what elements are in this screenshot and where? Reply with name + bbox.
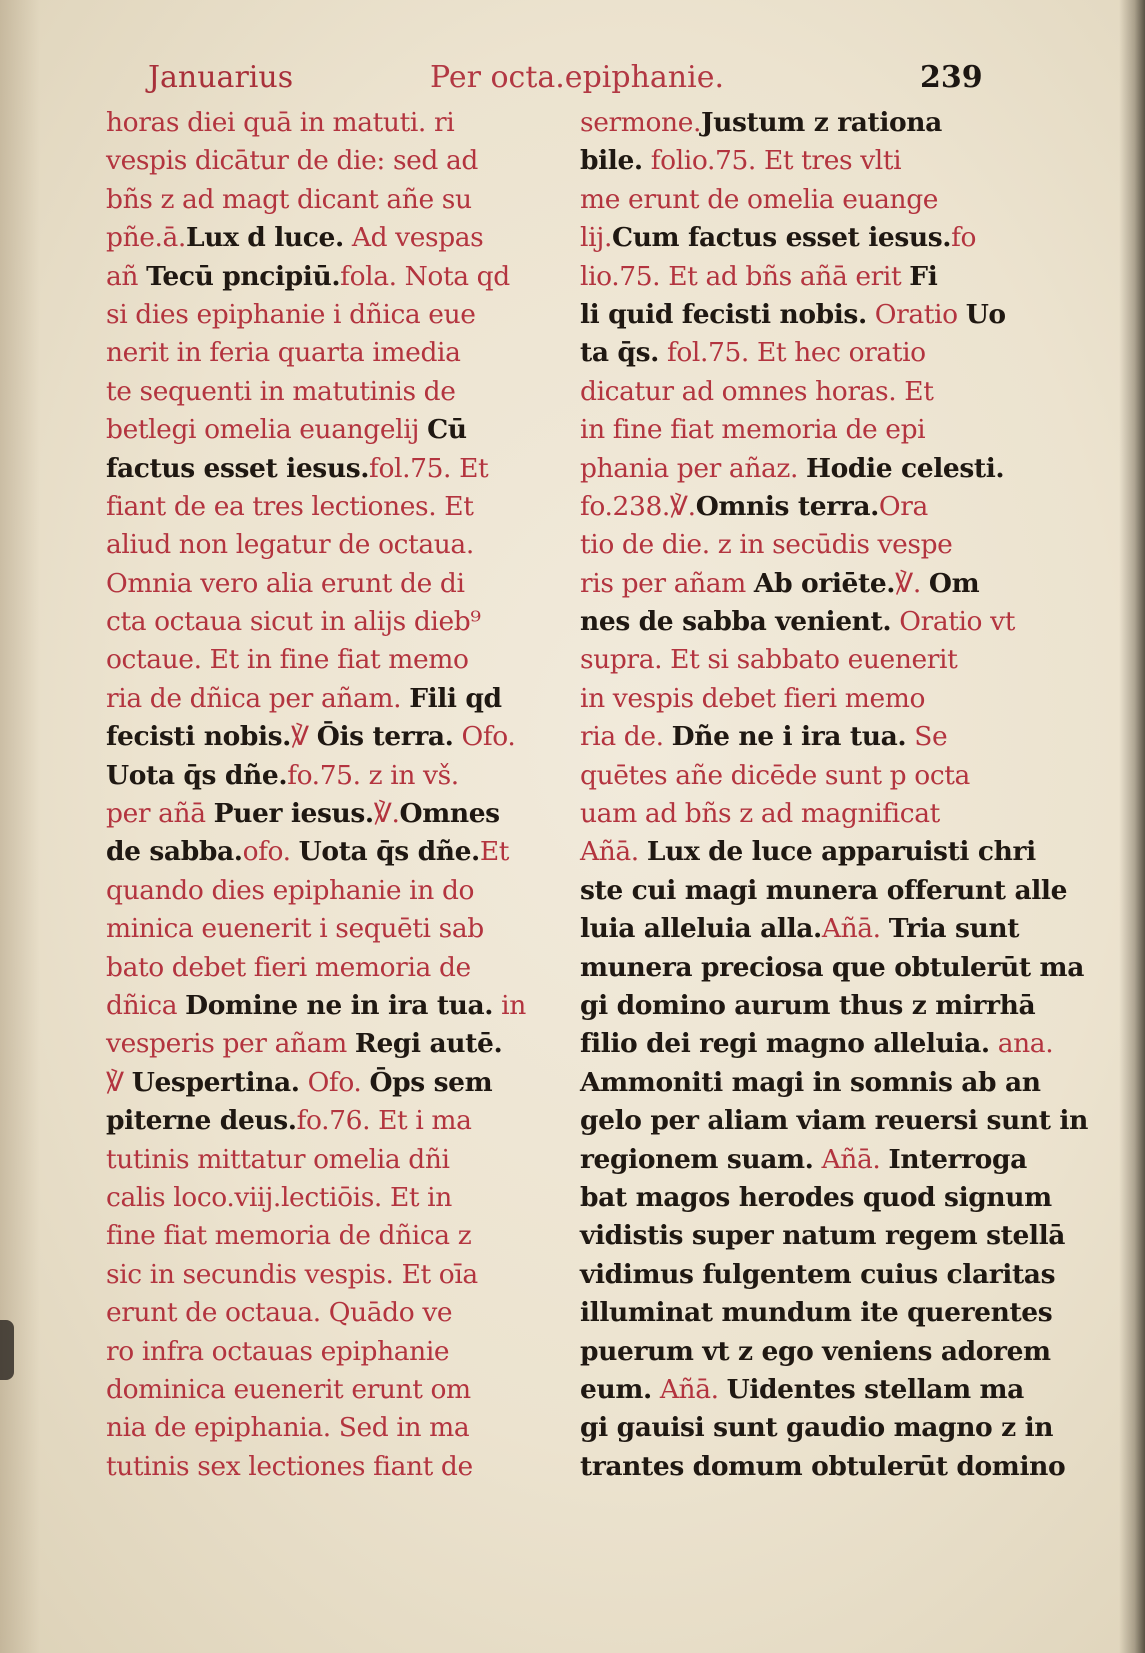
black-text-run: ta q̄s. — [580, 337, 659, 369]
header-folio-number: 239 — [920, 60, 983, 95]
rubric-text-run: Oratio vt — [891, 606, 1015, 638]
text-line — [580, 910, 1024, 948]
rubric-text-run: fine fiat memoria de dñica z — [106, 1220, 472, 1252]
rubric-text-run: Se — [906, 721, 948, 753]
black-text-run: Puer iesus. — [213, 798, 374, 830]
header-month: Januarius — [148, 60, 294, 95]
black-text-run: Ōps sem — [369, 1066, 493, 1098]
text-line — [106, 1064, 548, 1102]
text-line — [106, 258, 548, 296]
rubric-text-run: uam ad bñs z ad magnificat — [580, 798, 940, 830]
black-text-run: factus esset iesus. — [106, 452, 370, 484]
text-line — [106, 450, 548, 488]
black-text-run: eum. — [580, 1373, 652, 1405]
black-text-run: Omnes — [399, 798, 500, 830]
black-text-run: Hodie celesti. — [806, 452, 1005, 484]
black-text-run: gelo per aliam viam reuersi sunt in — [580, 1105, 1088, 1137]
rubric-text-run: tutinis sex lectiones fiant de — [106, 1450, 473, 1482]
rubric-text-run: lij. — [580, 222, 612, 254]
rubric-text-run: si dies epiphanie i dñica eue — [106, 298, 476, 330]
text-line — [106, 488, 548, 526]
rubric-text-run: in fine fiat memoria de epi — [580, 414, 926, 446]
text-line — [580, 757, 1024, 795]
text-line — [580, 565, 1024, 603]
black-text-run: Uo — [965, 298, 1006, 330]
black-text-run: Domine ne in ira tua. — [185, 989, 494, 1021]
rubric-text-run: ofo. — [242, 836, 299, 868]
text-line — [106, 1102, 548, 1140]
rubric-text-run: Oratio — [866, 298, 966, 330]
rubric-text-run: quētes añe dicēde sunt p octa — [580, 759, 970, 791]
text-line — [580, 1409, 1054, 1447]
rubric-text-run: Omnia vero alia erunt de di — [106, 567, 465, 599]
black-text-run: ste cui magi munera offerunt alle — [580, 874, 1068, 906]
text-line — [106, 603, 548, 641]
text-line — [106, 565, 548, 603]
black-text-run: Regi autē. — [354, 1028, 503, 1060]
rubric-text-run: fol.75. Et hec oratio — [658, 337, 926, 369]
text-line — [106, 411, 548, 449]
black-text-run: Cū — [427, 414, 467, 446]
text-line — [106, 1409, 548, 1447]
rubric-text-run: bñs z ad magt dicant añe su — [106, 183, 472, 215]
text-line — [106, 757, 548, 795]
rubric-text-run: ris per añam — [580, 567, 754, 599]
running-header — [108, 58, 1023, 98]
rubric-text-run: nia de epiphania. Sed in ma — [106, 1412, 470, 1444]
text-line — [580, 603, 1024, 641]
black-text-run: Justum z rationa — [701, 107, 942, 138]
rubric-text-run: aliud non legatur de octaua. — [106, 529, 474, 561]
text-line — [580, 949, 1084, 987]
black-text-run: gi gauisi sunt gaudio magno z in — [580, 1412, 1054, 1444]
black-text-run: Lux de luce apparuisti chri — [646, 836, 1036, 868]
rubric-text-run: fo.75. z in vš. — [287, 759, 459, 791]
rubric-text-run: sermone. — [580, 107, 702, 138]
text-line — [106, 104, 548, 142]
black-text-run: fecisti nobis. — [106, 721, 291, 753]
black-text-run: gi domino aurum thus z mirrhā — [580, 989, 1036, 1021]
rubric-text-run: Et — [479, 836, 510, 868]
rubric-text-run: folio.75. Et tres vlti — [642, 145, 902, 177]
text-line — [580, 1448, 1066, 1486]
text-line — [580, 872, 1068, 910]
text-line — [580, 296, 1024, 334]
black-text-run: li quid fecisti nobis. — [580, 298, 867, 330]
text-line — [106, 219, 548, 257]
text-line — [580, 450, 1024, 488]
black-text-run: Ōis terra. — [316, 721, 454, 753]
text-line — [106, 1448, 548, 1486]
rubric-text-run: fo.238.℣. — [580, 490, 696, 522]
black-text-run: Lux d luce. — [185, 222, 344, 254]
text-line — [580, 334, 1024, 372]
left-text-column — [106, 104, 548, 1484]
black-text-run: Dñe ne i ira tua. — [671, 721, 907, 753]
text-line — [580, 258, 1024, 296]
rubric-text-run: supra. Et si sabbato euenerit — [580, 644, 958, 676]
page-gutter-shadow — [1119, 0, 1145, 1653]
rubric-text-run: phania per añaz. — [580, 452, 807, 484]
text-line — [106, 872, 548, 910]
black-text-run: trantes domum obtulerūt domino — [580, 1450, 1066, 1482]
rubric-text-run: ro infra octauas epiphanie — [106, 1335, 450, 1367]
black-text-run: regionem suam. — [580, 1143, 814, 1175]
text-line — [106, 1179, 548, 1217]
rubric-text-run: erunt de octaua. Quādo ve — [106, 1297, 453, 1329]
black-text-run: Uota q̄s dñe. — [298, 836, 480, 868]
text-line — [106, 142, 548, 180]
rubric-text-run: ℣. — [895, 567, 929, 599]
black-text-run: Tria sunt — [888, 913, 1020, 945]
rubric-text-run: pñe.ā. — [106, 222, 186, 254]
text-line — [580, 1064, 1041, 1102]
text-line — [106, 526, 548, 564]
rubric-text-run: Añā. — [580, 836, 647, 868]
text-line — [580, 680, 1024, 718]
rubric-text-run: dicatur ad omnes horas. Et — [580, 375, 934, 407]
rubric-text-run: vespis dicātur de die: sed ad — [106, 145, 478, 177]
rubric-text-run: dñica — [106, 989, 186, 1021]
text-line — [580, 104, 1024, 142]
text-line — [580, 1217, 1066, 1255]
rubric-text-run: Ofo. — [299, 1066, 370, 1098]
rubric-text-run: ria de dñica per añam. — [106, 682, 410, 714]
text-line — [580, 526, 1024, 564]
rubric-text-run: lio.75. Et ad bñs añā erit — [580, 260, 910, 292]
rubric-text-run: fo.76. Et i ma — [296, 1105, 472, 1137]
black-text-run: Interroga — [888, 1143, 1027, 1175]
text-line — [580, 1025, 1054, 1063]
text-line — [580, 987, 1036, 1025]
text-line — [580, 181, 1024, 219]
rubric-text-run: sic in secundis vespis. Et oīa — [106, 1258, 478, 1290]
black-text-run: nes de sabba venient. — [580, 606, 892, 638]
rubric-text-run: fo — [951, 222, 977, 254]
text-line — [106, 833, 548, 871]
text-line — [580, 1102, 1088, 1140]
black-text-run: bile. — [580, 145, 643, 177]
text-line — [580, 1256, 1056, 1294]
black-text-run: bat magos herodes quod signum — [580, 1181, 1052, 1213]
header-title: Per octa.epiphanie. — [430, 60, 724, 95]
text-line — [580, 641, 1024, 679]
text-line — [106, 795, 548, 833]
black-text-run: vidimus fulgentem cuius claritas — [580, 1258, 1056, 1290]
text-line — [106, 949, 548, 987]
page-left-edge-shadow — [0, 0, 40, 1653]
text-line — [580, 1333, 1051, 1371]
right-text-column — [580, 104, 1088, 1484]
text-line — [106, 1371, 548, 1409]
text-line — [580, 219, 1024, 257]
black-text-run: piterne deus. — [106, 1105, 297, 1137]
text-line — [106, 334, 548, 372]
rubric-text-run: per añā — [106, 798, 214, 830]
rubric-text-run: octaue. Et in fine fiat memo — [106, 644, 469, 676]
black-text-run: Omnis terra. — [695, 490, 879, 522]
text-line — [580, 1141, 1027, 1179]
black-text-run: puerum vt z ego veniens adorem — [580, 1335, 1051, 1367]
rubric-text-run: ℣. — [373, 798, 400, 830]
black-text-run: Om — [928, 567, 980, 599]
black-text-run: Cum factus esset iesus. — [612, 222, 952, 254]
text-line — [580, 142, 1024, 180]
rubric-text-run: minica euenerit i sequēti sab — [106, 913, 484, 945]
rubric-text-run: me erunt de omelia euange — [580, 183, 939, 215]
rubric-text-run: nerit in feria quarta imedia — [106, 337, 461, 369]
black-text-run: de sabba. — [106, 836, 243, 868]
rubric-text-run: Añā. — [651, 1373, 727, 1405]
black-text-run: vidistis super natum regem stellā — [580, 1220, 1066, 1252]
black-text-run: Uespertina. — [131, 1066, 300, 1098]
rubric-text-run: horas diei quā in matuti. ri — [106, 107, 455, 138]
text-line — [106, 1217, 548, 1255]
rubric-text-run: fola. Nota qd — [340, 260, 510, 292]
rubric-text-run: quando dies epiphanie in do — [106, 874, 475, 906]
rubric-text-run: bato debet fieri memoria de — [106, 951, 471, 983]
text-line — [580, 1179, 1052, 1217]
text-line — [106, 1025, 548, 1063]
text-line — [580, 411, 1024, 449]
text-line — [106, 1333, 548, 1371]
text-line — [106, 641, 548, 679]
rubric-text-run: ana. — [989, 1028, 1054, 1060]
rubric-text-run: Ad vespas — [343, 222, 484, 254]
black-text-run: illuminat mundum ite querentes — [580, 1297, 1053, 1329]
rubric-text-run: ria de. — [580, 721, 672, 753]
rubric-text-run: ℣ — [291, 721, 317, 753]
text-line — [580, 488, 1024, 526]
black-text-run: Ammoniti magi in somnis ab an — [580, 1066, 1041, 1098]
rubric-text-run: te sequenti in matutinis de — [106, 375, 456, 407]
text-line — [106, 1141, 548, 1179]
rubric-text-run: fol.75. Et — [369, 452, 489, 484]
text-line — [580, 373, 1024, 411]
rubric-text-run: in vespis debet fieri memo — [580, 682, 926, 714]
rubric-text-run: in — [493, 989, 526, 1021]
rubric-text-run: calis loco.viij.lectiōis. Et in — [106, 1181, 452, 1213]
text-line — [580, 1371, 1024, 1409]
black-text-run: filio dei regi magno alleluia. — [580, 1028, 990, 1060]
rubric-text-run: añ — [106, 260, 147, 292]
text-line — [106, 987, 548, 1025]
rubric-text-run: betlegi omelia euangelij — [106, 414, 428, 446]
rubric-text-run: ℣ — [106, 1066, 132, 1098]
rubric-text-run: vesperis per añam — [106, 1028, 355, 1060]
rubric-text-run: Ora — [878, 490, 928, 522]
black-text-run: Uidentes stellam ma — [726, 1373, 1024, 1405]
rubric-text-run: dominica euenerit erunt om — [106, 1373, 471, 1405]
page-stain — [0, 1320, 14, 1380]
text-line — [580, 833, 1036, 871]
rubric-text-run: Ofo. — [453, 721, 516, 753]
text-line — [580, 795, 1024, 833]
black-text-run: Fi — [909, 260, 938, 292]
rubric-text-run: Añā. — [821, 913, 889, 945]
rubric-text-run: fiant de ea tres lectiones. Et — [106, 490, 474, 522]
text-line — [106, 296, 548, 334]
text-line — [580, 1294, 1053, 1332]
rubric-text-run: Añā. — [813, 1143, 889, 1175]
black-text-run: Tecū pncipiū. — [146, 260, 341, 292]
text-line — [106, 910, 548, 948]
black-text-run: Fili qd — [409, 682, 502, 714]
black-text-run: Ab oriēte. — [753, 567, 896, 599]
text-line — [106, 1256, 548, 1294]
text-line — [106, 680, 548, 718]
text-line — [106, 181, 548, 219]
black-text-run: Uota q̄s dñe. — [106, 759, 288, 791]
rubric-text-run: tio de die. z in secūdis vespe — [580, 529, 953, 561]
black-text-run: munera preciosa que obtulerūt ma — [580, 951, 1084, 983]
text-line — [580, 718, 1024, 756]
text-line — [106, 373, 548, 411]
black-text-run: luia alleluia alla. — [580, 913, 822, 945]
text-line — [106, 1294, 548, 1332]
text-line — [106, 718, 548, 756]
rubric-text-run: tutinis mittatur omelia dñi — [106, 1143, 450, 1175]
rubric-text-run: cta octaua sicut in alijs dieb⁹ — [106, 606, 481, 638]
